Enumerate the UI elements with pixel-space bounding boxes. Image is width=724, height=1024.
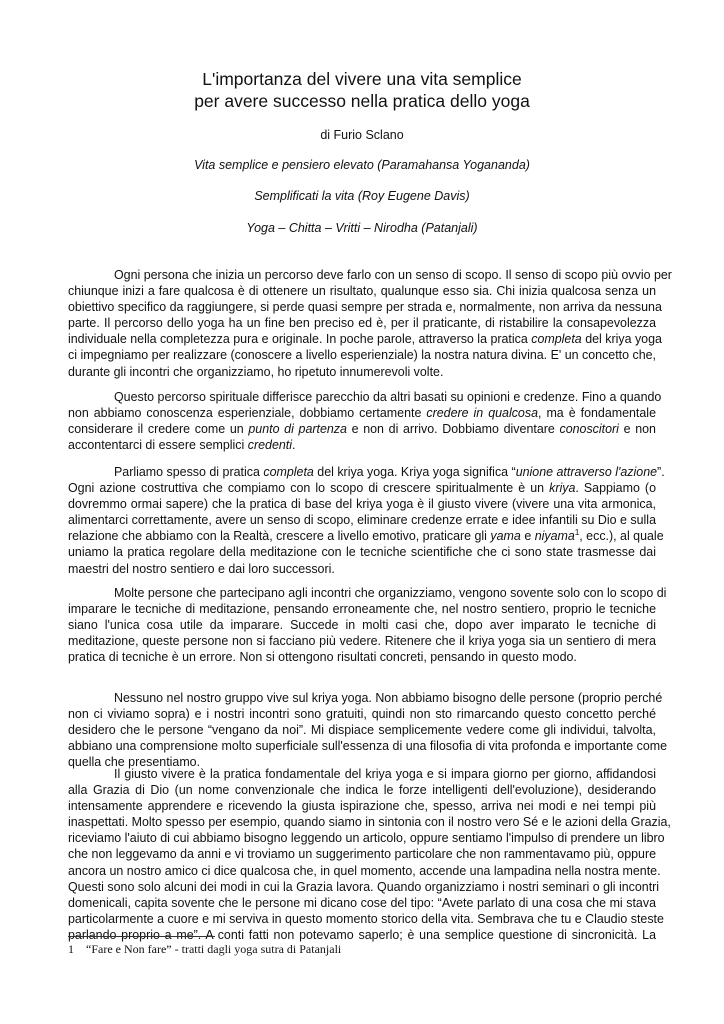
- text-line: uniamo la pratica regolare della meditazione con le tecniche scientifiche che ci sono state trasmesse dai: [68, 545, 656, 560]
- text-line: ci impegniamo per realizzare (conoscere a livello esperienziale) la nostra natura divina. E' un concetto che,: [68, 348, 656, 363]
- italic-run: conoscitori: [559, 422, 619, 437]
- text-line: domenicali, capita sovente che le persone mi dicano cose del tipo: “Avete parlato di una cosa che mi stava: [68, 895, 656, 910]
- footnote: [68, 942, 341, 957]
- text-run: .: [292, 438, 296, 453]
- text-line: Nessuno nel nostro gruppo vive sul kriya yoga. Non abbiamo bisogno delle persone (proprio perché: [114, 691, 663, 705]
- text-line: desidero che le persone “vengano da noi”. Mi dispiace semplicemente vedere come gli individui, talvolta,: [68, 723, 656, 738]
- text-run: ”.: [657, 465, 665, 479]
- text-run: relazione che abbiamo con la Realtà, crescere a livello emotivo, praticare gli: [68, 529, 487, 544]
- paragraph-4: [68, 585, 667, 665]
- text-line: parte. Il percorso dello yoga ha un fine ben preciso ed è, per il praticante, di ristabilire la consapevolezza: [68, 316, 656, 331]
- text-line: [68, 528, 664, 544]
- text-run: accontentarci di essere semplici: [68, 438, 245, 453]
- text-run: individuale nella completezza pura e originale. In poche parole, attraverso la pratica: [68, 332, 528, 347]
- text-line: [68, 421, 656, 437]
- text-line: [68, 480, 656, 496]
- italic-run: completa: [263, 465, 314, 479]
- text-run: , ma è fondamentale: [538, 406, 656, 421]
- text-line: durante gli incontri che organizziamo, ho ripetuto innumerevoli volte.: [68, 364, 444, 379]
- italic-run: yama: [490, 529, 521, 544]
- text-line: chiunque inizi a fare qualcosa è di ottenere un risultato, qualunque esso sia. Chi inizia qualcosa senza un: [68, 284, 656, 299]
- italic-run: completa: [531, 332, 582, 347]
- text-line: alimentarci correttamente, avere un senso di scopo, eliminare credenze errate e idee infantili su Dio e sulla: [68, 513, 656, 528]
- text-run: del kriya yoga. Kriya yoga significa “: [317, 465, 516, 479]
- text-line: inaspettati. Molto spesso per esempio, quando siamo in sintonia con il nostro vero Sé e le azioni della Grazia,: [68, 815, 671, 830]
- text-line: particolarmente a cuore e mi serviva in questo momento storico della vita. Sembrava che tu e Claudio steste: [68, 911, 664, 926]
- text-line: alla Grazia di Dio (un nome convenzionale che indica le forze intelligenti dell'evoluzione), desiderando: [68, 783, 656, 798]
- italic-run: credere in qualcosa: [426, 406, 538, 421]
- text-line: ancora un nostro amico ci dice qualcosa che, in quel momento, accende una lampadina nella nostra mente.: [68, 863, 661, 878]
- text-run: considerare il credere come un: [68, 422, 244, 437]
- text-line: imparare le tecniche di meditazione, pensando erroneamente che, nel nostro sentiero, proprio le tecniche: [68, 602, 656, 617]
- paragraph-6: [68, 766, 671, 943]
- footnote-number: 1: [68, 942, 74, 956]
- text-line: [68, 437, 656, 453]
- text-line: maestri del nostro sentiero e dai loro successori.: [68, 561, 335, 576]
- document-title-line-2: per avere successo nella pratica dello yoga: [194, 91, 530, 111]
- text-line: intensamente apprendere e ricevendo la giusta ispirazione che, spesso, arriva nei modi e nei tempi più: [68, 799, 656, 814]
- text-line: che non leggevamo da anni e vi troviamo un suggerimento particolare che non rammentavamo più, oppure: [68, 847, 656, 862]
- paragraph-5: [68, 690, 668, 770]
- text-line: Questo percorso spirituale differisce parecchio da altri basati su opinioni e credenze. Fino a quando: [114, 390, 662, 404]
- text-line: quella che presentiamo.: [68, 755, 201, 770]
- text-line: dovremmo ormai sapere) che la pratica di base del kriya yoga è il giusto vivere (vivere una vita armonica,: [68, 497, 656, 512]
- text-run: e non di arrivo. Dobbiamo diventare: [351, 422, 555, 437]
- text-run: , ecc.), al quale: [579, 529, 664, 544]
- text-run: del kriya yoga: [585, 332, 662, 347]
- footnote-separator: [68, 936, 215, 937]
- text-run: non abbiamo conoscenza esperienziale, dobbiamo certamente: [68, 406, 422, 421]
- italic-run: niyama: [534, 529, 575, 544]
- text-line: [68, 405, 656, 421]
- italic-run: credenti: [247, 438, 292, 453]
- text-line: Ogni persona che inizia un percorso deve farlo con un senso di scopo. Il senso di scopo più ovvio per: [114, 268, 672, 282]
- text-line: Questi sono solo alcuni dei modi in cui la Grazia lavora. Quando organizziamo i nostri seminari o gli incontri: [68, 879, 660, 894]
- text-line: [68, 464, 665, 480]
- text-run: . Sappiamo (o: [575, 481, 656, 496]
- text-line: non ci viviamo sopra) e i nostri incontri sono gratuiti, quindi non sto rimarcando questo concetto perché: [68, 707, 656, 722]
- text-line: siano l'unica cosa utile da imparare. Succede in molti casi che, dopo aver imparato le tecniche di: [68, 618, 656, 633]
- text-line: abbiano una comprensione molto superficiale sull'essenza di una filosofia di vita profonda e importante come: [68, 739, 668, 754]
- author-line: di Furio Sclano: [320, 128, 404, 142]
- text-line: [68, 331, 662, 347]
- paragraph-1: [68, 267, 672, 380]
- text-line: obiettivo specifico da raggiungere, si perde quasi sempre per strada e, normalmente, non arriva da nessuna: [68, 300, 662, 315]
- text-run: Ogni azione costruttiva che compiamo con lo scopo di crescere spiritualmente è un: [68, 481, 545, 496]
- paragraph-2: [68, 389, 662, 453]
- text-run: e: [524, 529, 532, 544]
- text-run: e non: [623, 422, 656, 437]
- footnote-reference[interactable]: 1: [574, 528, 580, 538]
- italic-run: unione attraverso l'azione: [515, 465, 658, 479]
- epigraph-patanjali: Yoga – Chitta – Vritti – Nirodha (Patanjali): [246, 221, 478, 235]
- footnote-text: “Fare e Non fare” - tratti dagli yoga sutra di Patanjali: [86, 942, 342, 956]
- paragraph-3: [68, 464, 665, 577]
- text-line: meditazione, queste persone non si facciano più vedere. Ritenere che il kriya yoga sia un sentiero di mera: [68, 634, 656, 649]
- text-run: Parliamo spesso di pratica: [114, 465, 260, 479]
- text-line: pratica di tecniche è un errore. Non si ottengono risultati concreti, pensando in questo modo.: [68, 650, 577, 665]
- text-line: Molte persone che partecipano agli incontri che organizziamo, vengono sovente solo con lo scopo di: [114, 586, 667, 600]
- text-line: Il giusto vivere è la pratica fondamentale del kriya yoga e si impara giorno per giorno, affidandosi: [114, 767, 656, 781]
- italic-run: kriya: [549, 481, 576, 496]
- epigraph-davis: Semplificati la vita (Roy Eugene Davis): [254, 189, 470, 203]
- document-title-line-1: L'importanza del vivere una vita semplice: [202, 69, 522, 89]
- italic-run: punto di partenza: [248, 422, 347, 437]
- text-line: parlando proprio a me”. A conti fatti non potevamo saperlo; è una semplice questione di sincronicità. La: [68, 927, 656, 942]
- epigraph-yogananda: Vita semplice e pensiero elevato (Paramahansa Yogananda): [194, 158, 530, 172]
- text-line: riceviamo l'aiuto di cui abbiamo bisogno leggendo un articolo, oppure sentiamo l'impulso di prendere un libro: [68, 831, 665, 846]
